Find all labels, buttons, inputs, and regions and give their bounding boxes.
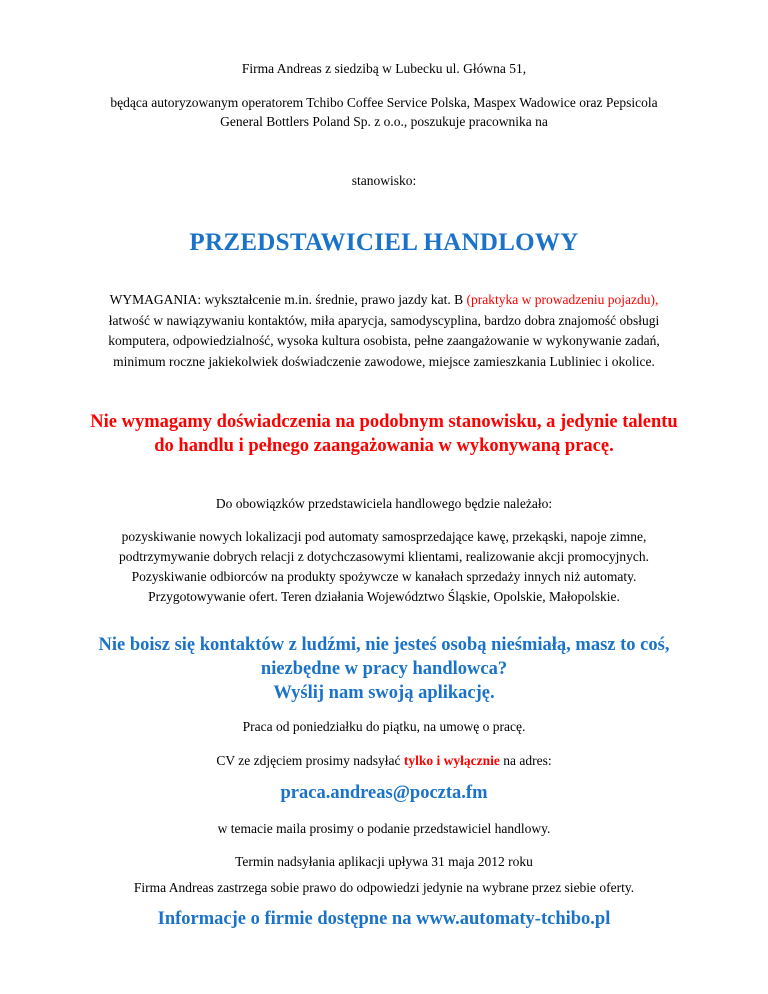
call-to-action-line-2: Wyślij nam swoją aplikację. (273, 683, 495, 703)
requirements-paragraph (90, 290, 678, 372)
position-label: stanowisko: (351, 173, 417, 188)
application-deadline: Termin nadsyłania aplikacji upływa 31 maja 2012 roku (235, 854, 533, 869)
mail-subject-info: w temacie maila prosimy o podanie przedstawiciel handlowy. (217, 821, 551, 836)
requirements-text-1: WYMAGANIA: wykształcenie m.in. średnie, prawo jazdy kat. B (109, 292, 467, 307)
requirements-text-2: łatwość w nawiązywaniu kontaktów, miła aparycja, samodyscyplina, bardzo dobra znajomość obsługi komputera, odpowiedzialność, wysoka kultura osobista, pełne zaangażowanie w wykonywanie zadań, minimum roczne jakiekolwiek doświadczenie zawodowe, miejsce zamieszkania Lubliniec i okolice. (108, 312, 660, 369)
disclaimer: Firma Andreas zastrzega sobie prawo do odpowiedzi jedynie na wybrane przez siebie oferty. (133, 880, 635, 895)
job-title: PRZEDSTAWICIEL HANDLOWY (189, 229, 579, 256)
cv-highlight: tylko i wyłącznie (403, 753, 500, 768)
duties-intro: Do obowiązków przedstawiciela handlowego będzie należało: (215, 496, 553, 511)
cv-text-1: CV ze zdjęciem prosimy nadsyłać (216, 753, 404, 768)
work-time-info: Praca od poniedziałku do piątku, na umowę o pracę. (242, 719, 526, 734)
cv-text-2: na adres: (499, 753, 552, 768)
no-experience-headline: Nie wymagamy doświadczenia na podobnym stanowisku, a jedynie talentu do handlu i pełnego zaangażowania w wykonywaną pracę. (90, 412, 678, 456)
intro-line-2: będąca autoryzowanym operatorem Tchibo Coffee Service Polska, Maspex Wadowice oraz Pepsicola General Bottlers Poland Sp. z o.o., poszukuje pracownika na (110, 95, 658, 129)
duties-paragraph: pozyskiwanie nowych lokalizacji pod automaty samosprzedające kawę, przekąski, napoje zimne, podtrzymywanie dobrych relacji z dotychczasowymi klientami, realizowanie akcji promocyjnych. Pozyskiwanie odbiorców na produkty spożywcze w kanałach sprzedaży innych niż automaty. Przygotowywanie ofert. Teren działania Województwo Śląskie, Opolskie, Małopolskie. (118, 529, 650, 604)
call-to-action-line-1: Nie boisz się kontaktów z ludźmi, nie jesteś osobą nieśmiałą, masz to coś, niezbędne w pracy handlowca? (98, 635, 670, 679)
call-to-action-headline (90, 633, 678, 705)
cv-instructions (90, 751, 678, 770)
company-info-link[interactable]: Informacje o firmie dostępne na www.automaty-tchibo.pl (157, 909, 611, 929)
email-address-link[interactable]: praca.andreas@poczta.fm (280, 783, 488, 803)
requirements-highlight: (praktyka w prowadzeniu pojazdu), (466, 292, 659, 307)
intro-line-1: Firma Andreas z siedzibą w Lubecku ul. Główna 51, (241, 61, 527, 76)
